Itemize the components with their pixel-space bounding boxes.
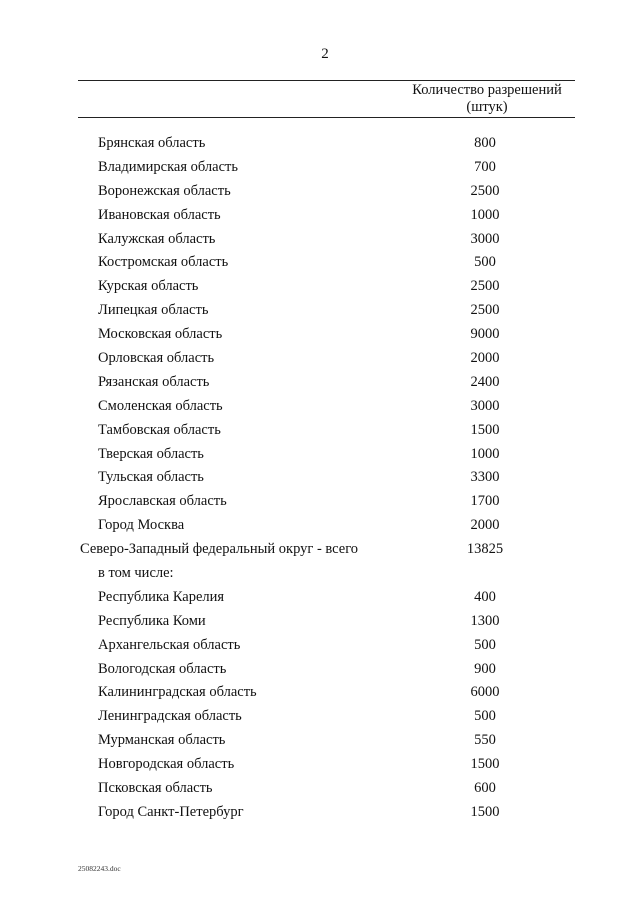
permit-count: 3000 — [470, 230, 500, 247]
permit-count: 2400 — [470, 373, 500, 390]
table-row — [0, 323, 640, 347]
region-name: Курская область — [98, 278, 199, 295]
region-name: Калужская область — [98, 230, 216, 247]
table-row — [0, 228, 640, 252]
region-name: Вологодская область — [98, 660, 227, 677]
table-row — [0, 777, 640, 801]
permit-count: 9000 — [470, 326, 500, 343]
table-top-rule — [78, 80, 575, 81]
region-name: Город Москва — [98, 517, 185, 534]
region-name: Республика Коми — [98, 612, 206, 629]
region-name: Калининградская область — [98, 684, 257, 701]
table-row — [0, 729, 640, 753]
permit-count: 500 — [474, 708, 496, 725]
permit-count: 3000 — [470, 397, 500, 414]
table-header-rule — [78, 117, 575, 118]
region-name: Костромская область — [98, 254, 229, 271]
region-name: Орловская область — [98, 350, 215, 367]
region-name: Новгородская область — [98, 756, 235, 773]
table-row — [0, 634, 640, 658]
table-row — [0, 490, 640, 514]
permit-count: 500 — [474, 636, 496, 653]
permit-count: 1500 — [470, 421, 500, 438]
table-row — [0, 753, 640, 777]
table-row — [0, 443, 640, 467]
table-row — [0, 658, 640, 682]
table-row — [0, 132, 640, 156]
column-header-permits-count: Количество разрешений (штук) — [412, 82, 562, 115]
region-name: Смоленская область — [98, 397, 223, 414]
permit-count: 900 — [474, 660, 496, 677]
region-name: Тульская область — [98, 469, 204, 486]
region-name: Ленинградская область — [98, 708, 242, 725]
permit-count: 1500 — [470, 803, 500, 820]
permit-count: 3300 — [470, 469, 500, 486]
region-name: Ивановская область — [98, 206, 221, 223]
region-name: Северо-Западный федеральный округ - всего — [80, 541, 359, 558]
permit-count: 6000 — [470, 684, 500, 701]
table-row — [0, 586, 640, 610]
region-name: Липецкая область — [98, 302, 209, 319]
table-row — [0, 681, 640, 705]
table-row — [0, 466, 640, 490]
region-name: Архангельская область — [98, 636, 241, 653]
region-name: Город Санкт-Петербург — [98, 803, 244, 820]
table-row — [0, 275, 640, 299]
permit-count: 2500 — [470, 302, 500, 319]
table-row — [0, 371, 640, 395]
document-footer-code: 25082243.doc — [78, 864, 121, 873]
region-name: Ярославская область — [98, 493, 227, 510]
table-row — [0, 538, 640, 562]
permit-count: 2500 — [470, 278, 500, 295]
region-name: Владимирская область — [98, 158, 238, 175]
permit-count: 1000 — [470, 206, 500, 223]
permit-count: 13825 — [466, 541, 504, 558]
table-row — [0, 180, 640, 204]
permit-count: 2000 — [470, 350, 500, 367]
page-number: 2 — [321, 46, 329, 62]
region-name: в том числе: — [98, 565, 174, 582]
permit-count: 2000 — [470, 517, 500, 534]
region-name: Республика Карелия — [98, 588, 225, 605]
permit-count: 1700 — [470, 493, 500, 510]
table-row — [0, 204, 640, 228]
permit-count: 2500 — [470, 182, 500, 199]
region-name: Тверская область — [98, 445, 204, 462]
table-row — [0, 419, 640, 443]
table-body — [0, 132, 640, 825]
region-name: Псковская область — [98, 780, 213, 797]
region-name: Брянская область — [98, 135, 206, 151]
table-row — [0, 395, 640, 419]
table-row — [0, 514, 640, 538]
table-row — [0, 801, 640, 825]
region-name: Московская область — [98, 326, 223, 343]
permit-count: 1300 — [470, 612, 500, 629]
permit-count: 500 — [474, 254, 496, 271]
permit-count: 400 — [474, 588, 496, 605]
permit-count: 1000 — [470, 445, 500, 462]
table-row — [0, 705, 640, 729]
table-row — [0, 562, 640, 586]
permit-count: 1500 — [470, 756, 500, 773]
region-name: Тамбовская область — [98, 421, 221, 438]
permit-count: 550 — [474, 732, 496, 749]
permit-count: 600 — [474, 780, 496, 797]
table-row — [0, 156, 640, 180]
table-row — [0, 251, 640, 275]
table-row — [0, 299, 640, 323]
permit-count: 800 — [474, 135, 496, 151]
permit-count: 700 — [474, 158, 496, 175]
region-name: Мурманская область — [98, 732, 226, 749]
table-row — [0, 347, 640, 371]
table-row — [0, 610, 640, 634]
region-name: Рязанская область — [98, 373, 210, 390]
region-name: Воронежская область — [98, 182, 231, 199]
